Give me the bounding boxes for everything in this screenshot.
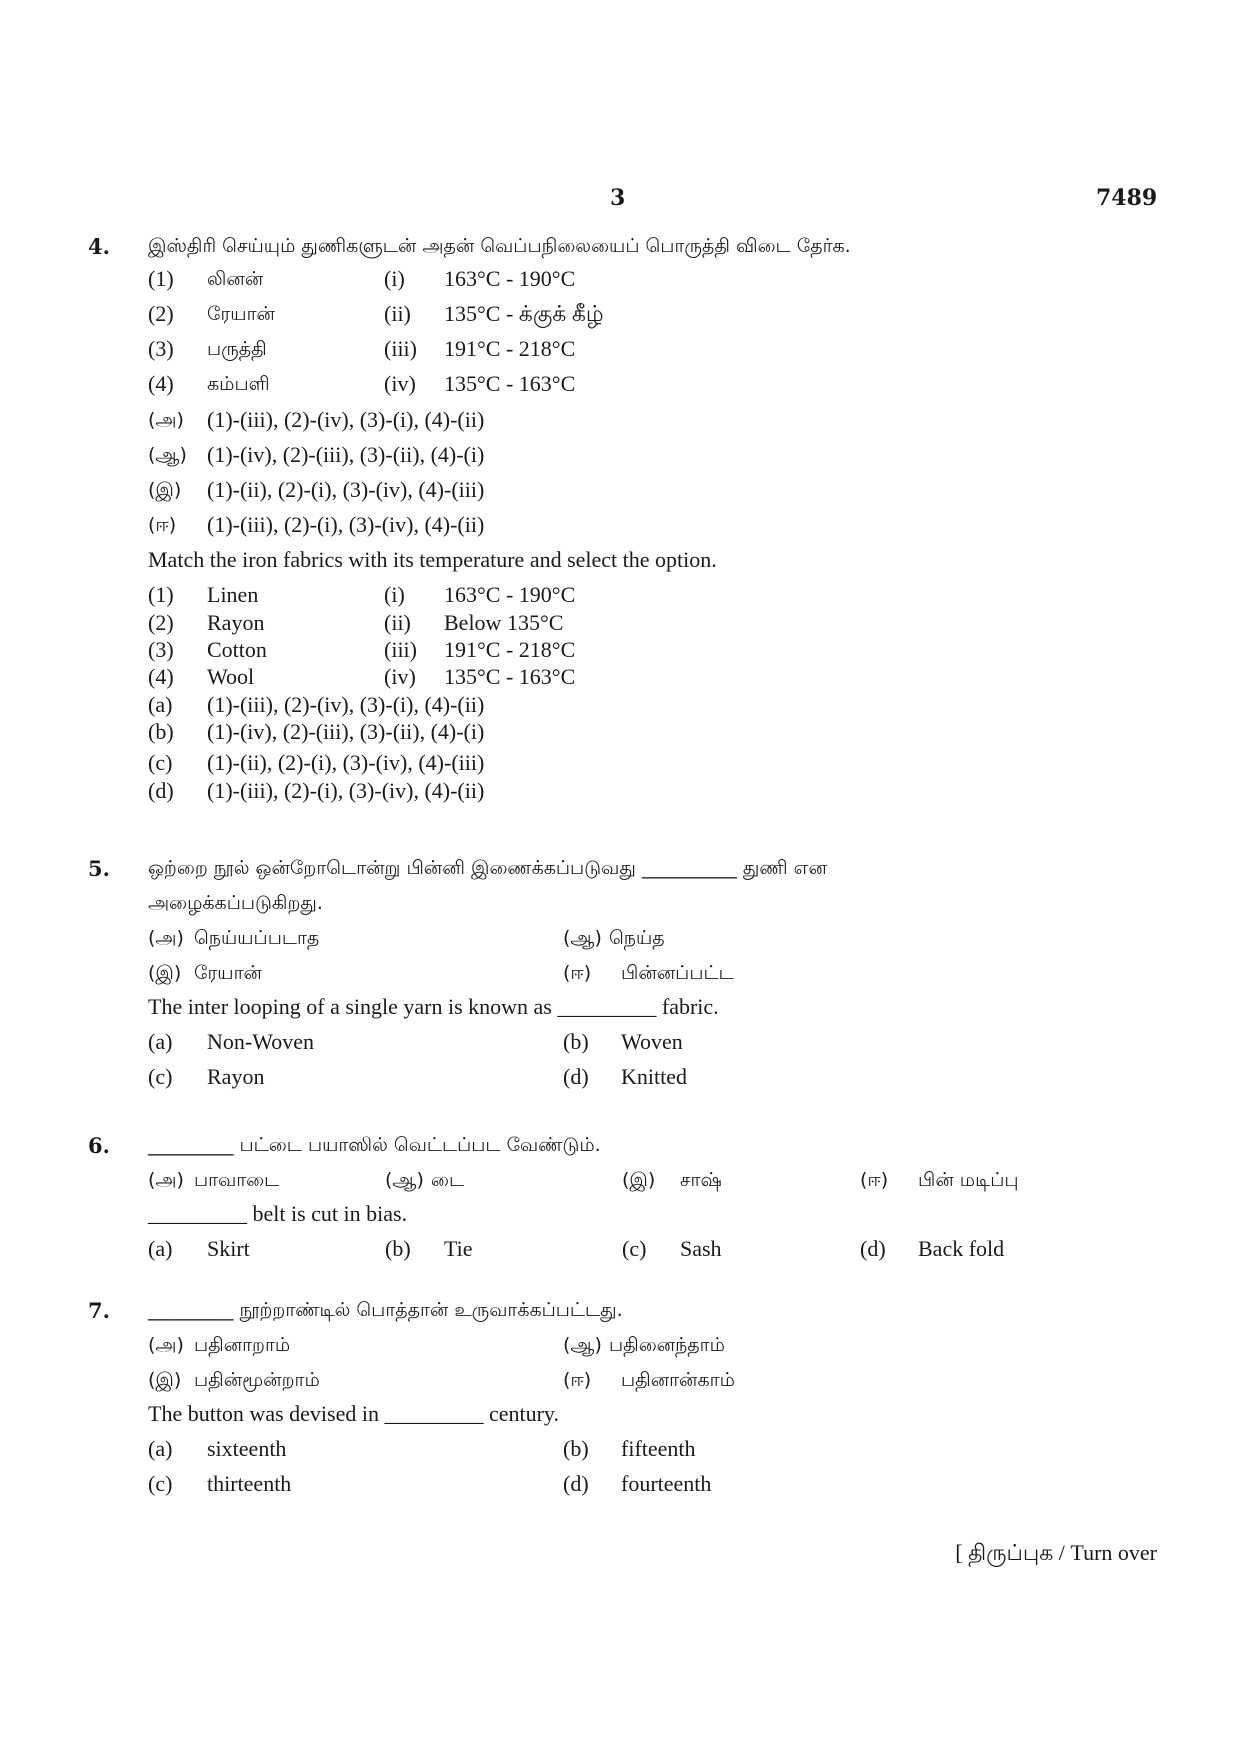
pair-temperature: 135°C - 163°C <box>444 371 576 396</box>
pair-item: Linen <box>207 582 259 607</box>
option-label: (a) <box>148 1236 173 1261</box>
option-label: (b) <box>563 1029 589 1054</box>
pair-number: (3) <box>148 336 174 361</box>
option-label: (b) <box>385 1236 411 1261</box>
pair-number: (4) <box>148 664 174 689</box>
option-label: (a) <box>148 1029 173 1054</box>
question-prompt-tamil: _________ நூற்றாண்டில் பொத்தான் உருவாக்கப்பட்டது. <box>148 1299 623 1321</box>
pair-item: Rayon <box>207 610 265 635</box>
option-label: (ஆ) <box>563 927 602 949</box>
pair-number: (2) <box>148 301 174 326</box>
turn-over-note: [ திருப்புக / Turn over <box>955 1540 1157 1565</box>
option-label: (ஈ) <box>148 514 177 536</box>
pair-temperature: 191°C - 218°C <box>444 637 576 662</box>
question-number: 6. <box>88 1133 110 1158</box>
option-text: (1)-(iv), (2)-(iii), (3)-(ii), (4)-(i) <box>207 442 485 467</box>
option-text: fourteenth <box>621 1471 712 1496</box>
option-text: Skirt <box>207 1236 250 1261</box>
pair-roman: (i) <box>384 266 405 291</box>
question-prompt-english: The inter looping of a single yarn is known as _________ fabric. <box>148 994 719 1019</box>
question-prompt-tamil: _________ பட்டை பயாஸில் வெட்டப்பட வேண்டும். <box>148 1134 601 1156</box>
pair-roman: (ii) <box>384 301 411 326</box>
option-label: (b) <box>563 1436 589 1461</box>
option-text: sixteenth <box>207 1436 287 1461</box>
option-text: பாவாடை <box>194 1169 280 1191</box>
pair-number: (1) <box>148 582 174 607</box>
option-text: thirteenth <box>207 1471 292 1496</box>
option-text: (1)-(ii), (2)-(i), (3)-(iv), (4)-(iii) <box>207 750 485 775</box>
pair-roman: (iv) <box>384 664 416 689</box>
option-text: (1)-(iii), (2)-(iv), (3)-(i), (4)-(ii) <box>207 692 485 717</box>
pair-number: (4) <box>148 371 174 396</box>
option-text: பதினைந்தாம் <box>609 1334 725 1356</box>
option-text: பதின்மூன்றாம் <box>194 1369 320 1391</box>
option-text: சாஷ் <box>680 1169 722 1191</box>
option-label: (d) <box>148 778 174 803</box>
pair-item: கம்பளி <box>207 373 270 395</box>
option-label: (d) <box>860 1236 886 1261</box>
option-text: Sash <box>680 1236 722 1261</box>
option-label: (இ) <box>148 962 182 984</box>
pair-temperature: 191°C - 218°C <box>444 336 576 361</box>
option-text: (1)-(ii), (2)-(i), (3)-(iv), (4)-(iii) <box>207 477 485 502</box>
pair-roman: (iv) <box>384 371 416 396</box>
option-label: (a) <box>148 1436 173 1461</box>
option-text: டை <box>431 1169 465 1191</box>
option-label: (இ) <box>148 479 182 501</box>
option-text: நெய்த <box>609 927 665 949</box>
pair-temperature: 163°C - 190°C <box>444 266 576 291</box>
option-label: (அ) <box>148 1169 184 1191</box>
option-text: நெய்யப்படாத <box>194 927 320 949</box>
page-number: 3 <box>610 185 626 211</box>
pair-roman: (iii) <box>384 637 417 662</box>
question-prompt-english: Match the iron fabrics with its temperature and select the option. <box>148 547 717 572</box>
option-text: Non-Woven <box>207 1029 314 1054</box>
option-text: பதினான்காம் <box>621 1369 735 1391</box>
option-label: (இ) <box>148 1369 182 1391</box>
paper-code: 7489 <box>1096 185 1158 211</box>
pair-item: Wool <box>207 664 255 689</box>
option-label: (ஈ) <box>563 1369 592 1391</box>
pair-item: Cotton <box>207 637 267 662</box>
pair-roman: (ii) <box>384 610 411 635</box>
option-text: பின் மடிப்பு <box>918 1169 1019 1191</box>
pair-item: ரேயான் <box>207 303 275 325</box>
option-label: (a) <box>148 692 173 717</box>
option-text: பின்னப்பட்ட <box>621 962 734 984</box>
option-text: (1)-(iii), (2)-(i), (3)-(iv), (4)-(ii) <box>207 778 485 803</box>
option-label: (அ) <box>148 1334 184 1356</box>
pair-item: லினன் <box>207 268 264 290</box>
option-text: Knitted <box>621 1064 687 1089</box>
option-label: (b) <box>148 719 174 744</box>
option-label: (c) <box>622 1236 647 1261</box>
question-prompt-english: The button was devised in _________ century. <box>148 1401 559 1426</box>
option-label: (d) <box>563 1064 589 1089</box>
option-label: (ஆ) <box>148 444 187 466</box>
option-text: Woven <box>621 1029 683 1054</box>
option-text: பதினாறாம் <box>194 1334 291 1356</box>
pair-number: (3) <box>148 637 174 662</box>
option-label: (c) <box>148 1064 173 1089</box>
question-prompt-tamil: ஒற்றை நூல் ஒன்றோடொன்று பின்னி இணைக்கப்படுவது __________ துணி என <box>148 857 827 879</box>
option-label: (c) <box>148 1471 173 1496</box>
pair-number: (1) <box>148 266 174 291</box>
option-label: (ஆ) <box>385 1169 424 1191</box>
pair-temperature: Below 135°C <box>444 610 564 635</box>
option-text: fifteenth <box>621 1436 696 1461</box>
option-text: Rayon <box>207 1064 265 1089</box>
option-label: (ஈ) <box>563 962 592 984</box>
option-text: ரேயான் <box>194 962 262 984</box>
option-label: (இ) <box>622 1169 656 1191</box>
question-prompt-tamil-cont: அழைக்கப்படுகிறது. <box>148 892 323 914</box>
option-text: Tie <box>444 1236 473 1261</box>
pair-roman: (i) <box>384 582 405 607</box>
option-label: (c) <box>148 750 173 775</box>
option-label: (அ) <box>148 409 184 431</box>
question-prompt-tamil: இஸ்திரி செய்யும் துணிகளுடன் அதன் வெப்பநிலையைப் பொருத்தி விடை தேர்க. <box>148 235 851 257</box>
option-label: (அ) <box>148 927 184 949</box>
question-number: 7. <box>88 1298 110 1323</box>
question-number: 4. <box>88 234 110 259</box>
option-text: (1)-(iv), (2)-(iii), (3)-(ii), (4)-(i) <box>207 719 485 744</box>
pair-roman: (iii) <box>384 336 417 361</box>
option-label: (ஆ) <box>563 1334 602 1356</box>
option-text: Back fold <box>918 1236 1005 1261</box>
option-label: (ஈ) <box>860 1169 889 1191</box>
pair-number: (2) <box>148 610 174 635</box>
question-number: 5. <box>88 856 110 881</box>
option-label: (d) <box>563 1471 589 1496</box>
option-text: (1)-(iii), (2)-(i), (3)-(iv), (4)-(ii) <box>207 512 485 537</box>
pair-temperature: 135°C - 163°C <box>444 664 576 689</box>
pair-item: பருத்தி <box>207 338 267 360</box>
pair-temperature: 163°C - 190°C <box>444 582 576 607</box>
option-text: (1)-(iii), (2)-(iv), (3)-(i), (4)-(ii) <box>207 407 485 432</box>
question-prompt-english: _________ belt is cut in bias. <box>148 1201 408 1226</box>
pair-temperature: 135°C - க்குக் கீழ் <box>444 301 604 326</box>
